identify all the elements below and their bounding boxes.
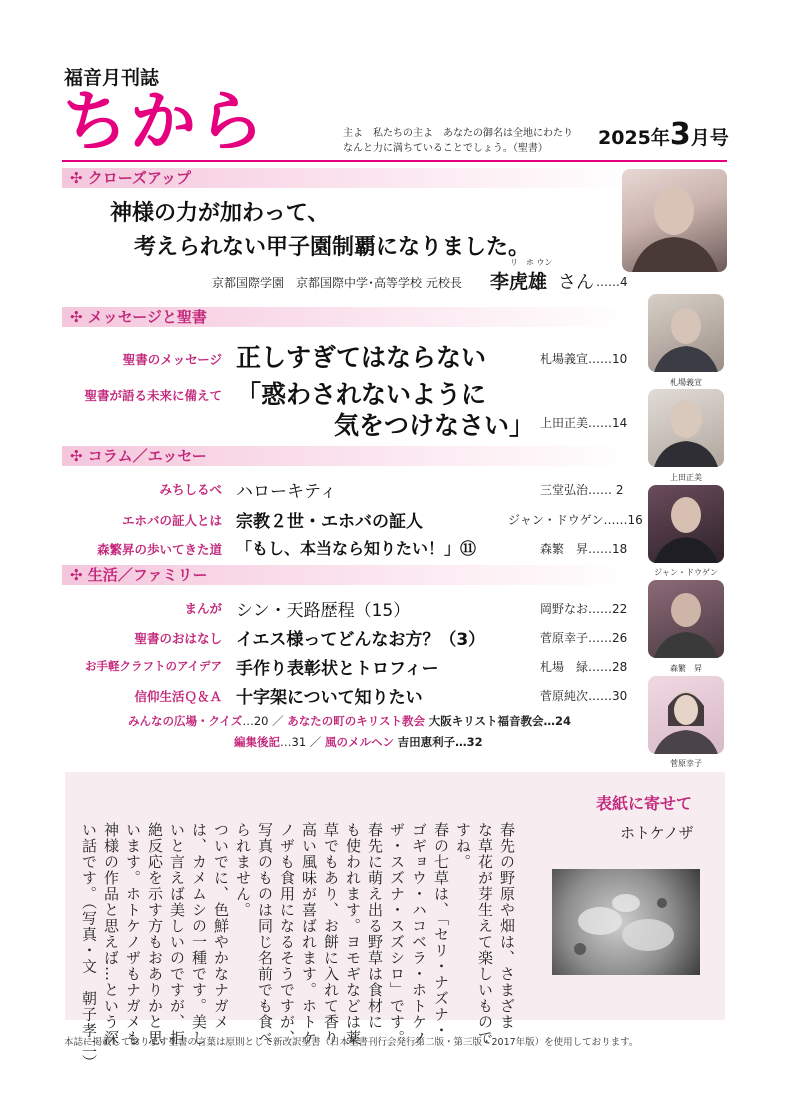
closeup-affiliation: 京都国際学園 京都国際中学･高等学校 元校長 [212,276,462,290]
item-subtitle: 信仰生活Ｑ＆Ａ [134,689,222,704]
cover-text-column: ノザも食用になるそうですが、 [278,822,296,1046]
item-subtitle: 聖書のメッセージ [122,352,222,367]
item-author: 森繁 昇……18 [540,542,628,556]
item-title: イエス様ってどんなお方？（3） [236,630,486,650]
cover-text-column: 春先の野原や畑は、さまざま [498,822,516,1030]
item-title: 宗教２世・エホバの証人 [236,512,423,532]
flower-illustration [552,869,700,975]
item-subtitle: 森繁昇の歩いてきた道 [96,542,222,557]
item-title: 十字架について知りたい [236,688,423,708]
header-verse-2: なんと力に満ちていることでしょう。（聖書） [343,143,548,154]
item-subtitle: 聖書が語る未来に備えて [84,388,222,403]
closeup-name: 李虎雄 [490,271,548,293]
portrait-photo [648,294,724,372]
cover-text-column: います。ホトケノザもナガメも [124,822,142,1046]
portrait-caption: 森繁 昇 [670,664,702,673]
cover-text-column: 春先に萌え出る野草は食材に [366,822,384,1030]
item-subtitle: みちしるべ [159,482,222,497]
issue-month-suffix: 月号 [690,127,729,149]
portrait-photo [648,485,724,563]
issue-date [598,117,729,152]
item-title-line2: 気をつけなさい」 [334,411,535,440]
item-title: 正しすぎてはならない [236,343,487,372]
item-author: 三堂弘治…… 2 [540,483,624,497]
closeup-section-label: ✣ クローズアップ [70,169,191,187]
item-title: 「もし、本当なら知りたい！」⑪ [236,539,477,558]
misc-line-2: 編集後記…31 ／ 風のメルヘン 吉田恵利子…32 [234,735,483,749]
item-title: シン・天路歴程（15） [236,601,411,621]
misc-line-1: みんなの広場・クイズ…20 ／ あなたの町のキリスト教会 大阪キリスト福音教会…24 [128,714,571,728]
portrait-caption: 上田正美 [670,473,702,482]
portrait-caption: ジャン・ドウゲン [654,568,718,577]
closeup-ruby: リ ホ ウン [510,258,553,267]
closeup-honorific: さん [558,272,594,293]
magazine-logo: ちから [62,83,266,160]
issue-year: 2025年 [598,127,670,149]
item-author: 菅原幸子……26 [540,631,628,645]
item-subtitle: まんが [184,601,222,616]
item-subtitle: お手軽クラフトのアイデア [85,659,222,673]
item-author: 札場 緑……28 [540,660,628,674]
section-label-column: ✣ コラム／エッセー [70,447,207,465]
cover-text-column: 草でもあり、お餅に入れて香り [322,822,340,1046]
item-title: 「惑わされないように [236,380,487,409]
section-bullet-icon: ✣ [70,447,88,465]
section-label-life: ✣ 生活／ファミリー [70,566,208,584]
cover-plant-name: ホトケノザ [620,824,694,842]
issue-month: 3 [669,117,691,152]
portrait-silhouette [622,169,727,272]
cover-text-column: な草花が芽生えて楽しいもので [476,822,494,1046]
item-author: ジャン・ドウゲン……16 [508,513,643,527]
cover-text-column: も使われます。ヨモギなどは薬 [344,822,362,1046]
item-author: 札場義宣……10 [540,352,628,366]
item-author: 上田正美……14 [540,416,628,430]
misc-quiz: みんなの広場・クイズ [128,714,243,728]
cover-text-column: られません。 [234,822,252,918]
closeup-photo [622,169,727,272]
portrait-caption: 菅原幸子 [670,759,702,768]
closeup-page: ……4 [596,275,628,289]
portrait-photo [648,580,724,658]
cover-text-column: ゴギョウ・ハコベラ・ホトケノ [410,822,428,1046]
cover-text-column: 神様の作品と思えば…という深 [102,822,120,1046]
item-title: 手作り表彰状とトロフィー [236,659,439,679]
cover-text-column: 高い風味が喜ばれます。ホトケ [300,822,318,1046]
section-bullet-icon: ✣ [70,169,88,187]
cover-text-column: ついでに、色鮮やかなナガメ [212,822,230,1030]
item-author: 菅原純次……30 [540,689,628,703]
cover-heading: 表紙に寄せて [596,794,693,813]
portrait-photo [648,676,724,754]
section-bullet-icon: ✣ [70,308,88,326]
item-author: 岡野なお……22 [540,602,628,616]
portrait-caption: 札場義宣 [670,378,702,387]
cover-text-column: すね。 [454,822,472,870]
portrait-photo [648,389,724,467]
section-bullet-icon: ✣ [70,566,88,584]
cover-text-column: 写真のものは同じ名前でも食べ [256,822,274,1046]
item-subtitle: エホバの証人とは [121,513,222,528]
header-divider [62,160,727,162]
section-label-message: ✣ メッセージと聖書 [70,308,207,326]
item-title: ハローキティ [236,482,337,502]
closeup-headline-2: 考えられない甲子園制覇になりました。 [134,235,531,260]
cover-text-column: ザ・スズナ・スズシロ」です。 [388,822,406,1046]
cover-text-column: 絶反応を示す方もおありかと思 [146,822,164,1046]
header-verse-1: 主よ 私たちの主よ あなたの御名は全地にわたり [343,128,573,139]
item-subtitle: 聖書のおはなし [134,631,222,646]
misc-wind-marchen: 風のメルヘン [324,735,394,749]
cover-text-column: いと言えば美しいのですが、拒 [168,822,186,1046]
magazine-type: 福音月刊誌 [64,67,160,89]
misc-church: あなたの町のキリスト教会 [287,714,426,728]
cover-text-column: 春の七草は、「セリ・ナズナ・ [432,822,450,1039]
cover-text-column: い話です。（写真・文 朝子孝二） [80,822,98,1071]
closeup-headline-1: 神様の力が加わって、 [110,201,330,226]
cover-photo [552,869,700,975]
misc-editorial: 編集後記 [234,735,280,749]
cover-text-column: は、カメムシの一種です。美し [190,822,208,1046]
footer-note: 本誌に掲載しております聖書の言葉は原則として新改訳聖書（日本聖書刊行会発行第二版・第三版・2017年版）を使用しております。 [64,1037,639,1048]
